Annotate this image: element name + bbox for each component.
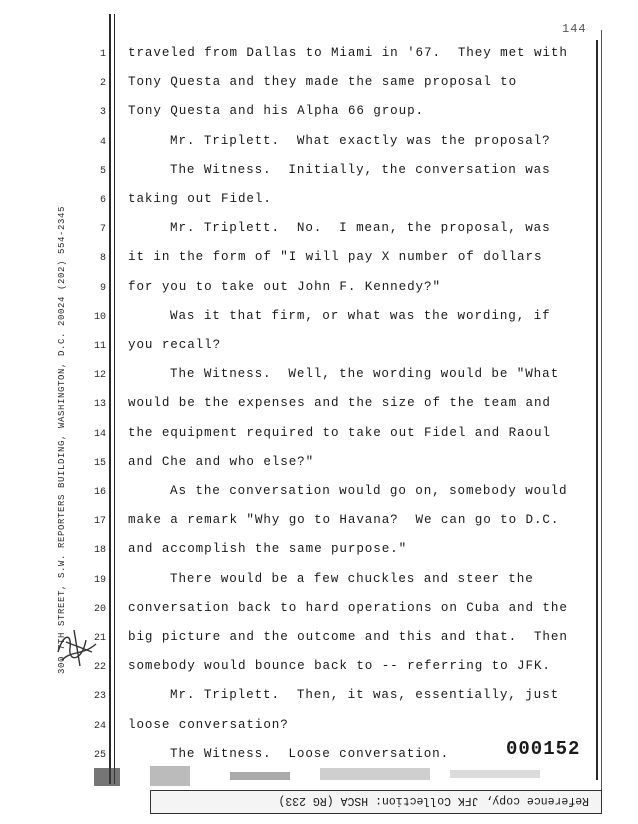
line-text: taking out Fidel. bbox=[128, 192, 272, 206]
line-text: As the conversation would go on, somebody would bbox=[170, 484, 568, 498]
reference-footer bbox=[150, 790, 602, 814]
line-number: 7 bbox=[99, 224, 106, 236]
transcript-line bbox=[84, 338, 584, 358]
line-number: 16 bbox=[93, 487, 106, 498]
transcript-line bbox=[84, 221, 584, 241]
line-text: it in the form of "I will pay X number of dollars bbox=[128, 250, 543, 265]
line-number: 13 bbox=[93, 399, 106, 411]
line-number: 14 bbox=[93, 428, 106, 440]
transcript-line bbox=[84, 104, 584, 124]
line-number: 9 bbox=[99, 282, 106, 294]
line-text: Was it that firm, or what was the wording, if bbox=[170, 308, 551, 323]
line-number: 3 bbox=[99, 107, 106, 119]
transcript-line bbox=[84, 192, 584, 212]
reporter-address-sidebar: 300 7TH STREET, S.W. REPORTERS BUILDING, WASHINGTON, D.C. 20024 (202) 554-2345 bbox=[57, 205, 67, 675]
line-text: the equipment required to take out Fidel and Raoul bbox=[128, 425, 551, 440]
line-number: 19 bbox=[93, 574, 106, 586]
line-text: conversation back to hard operations on Cuba and the bbox=[128, 600, 568, 615]
line-number: 11 bbox=[93, 341, 106, 352]
line-number: 4 bbox=[99, 136, 106, 148]
line-number: 12 bbox=[93, 370, 106, 382]
line-text: and Che and who else?" bbox=[128, 454, 315, 469]
scan-smudge bbox=[90, 764, 590, 788]
right-margin-rule-outer bbox=[601, 30, 602, 790]
transcript-line bbox=[84, 134, 584, 154]
page-number: 144 bbox=[562, 22, 587, 36]
line-text: you recall? bbox=[128, 338, 222, 352]
reference-footer-text: Reference copy, JFK Collection: HSCA (RG 233) bbox=[278, 794, 589, 807]
transcript-line bbox=[84, 484, 584, 504]
line-text: make a remark "Why go to Havana? We can go to D.C. bbox=[128, 513, 560, 528]
line-number: 24 bbox=[93, 720, 106, 732]
line-text: The Witness. Well, the wording would be "What bbox=[170, 367, 560, 382]
line-text: Mr. Triplett. What exactly was the proposal? bbox=[170, 133, 551, 148]
transcript-line bbox=[84, 46, 584, 66]
transcript-line bbox=[84, 455, 584, 475]
transcript-line bbox=[84, 572, 584, 592]
line-text: Tony Questa and they made the same proposal to bbox=[128, 75, 518, 90]
line-number: 18 bbox=[93, 545, 106, 557]
line-number: 5 bbox=[99, 165, 106, 177]
transcript-line bbox=[84, 396, 584, 416]
line-number: 8 bbox=[99, 253, 106, 265]
line-text: Mr. Triplett. No. I mean, the proposal, was bbox=[170, 221, 551, 236]
transcript-line bbox=[84, 75, 584, 95]
transcript-line bbox=[84, 426, 584, 446]
transcript-line bbox=[84, 309, 584, 329]
line-number: 10 bbox=[93, 311, 106, 323]
line-number: 23 bbox=[93, 691, 106, 703]
line-number: 1 bbox=[99, 49, 106, 60]
transcript-line bbox=[84, 659, 584, 679]
line-number: 22 bbox=[93, 662, 106, 674]
line-text: big picture and the outcome and this and that. Then bbox=[128, 630, 568, 644]
line-text: Mr. Triplett. Then, it was, essentially, just bbox=[170, 688, 560, 703]
transcript-line bbox=[84, 280, 584, 300]
line-text: There would be a few chuckles and steer the bbox=[170, 571, 534, 586]
transcript-line bbox=[84, 601, 584, 621]
transcript-line bbox=[84, 718, 584, 738]
document-stamp-number: 000152 bbox=[506, 738, 581, 760]
line-text: would be the expenses and the size of the team and bbox=[128, 396, 551, 411]
line-number: 17 bbox=[93, 516, 106, 528]
transcript-line bbox=[84, 250, 584, 270]
transcript-line bbox=[84, 367, 584, 387]
line-number: 20 bbox=[93, 603, 106, 615]
transcript-line bbox=[84, 542, 584, 562]
transcript-line bbox=[84, 513, 584, 533]
line-text: The Witness. Loose conversation. bbox=[170, 746, 450, 761]
line-text: Tony Questa and his Alpha 66 group. bbox=[128, 104, 425, 119]
line-text: loose conversation? bbox=[128, 717, 289, 732]
right-margin-rule bbox=[596, 40, 598, 780]
line-text: The Witness. Initially, the conversation was bbox=[170, 162, 551, 177]
line-text: for you to take out John F. Kennedy?" bbox=[128, 279, 441, 294]
line-text: and accomplish the same purpose." bbox=[128, 542, 408, 557]
line-number: 25 bbox=[93, 749, 106, 761]
line-number: 21 bbox=[93, 633, 106, 644]
line-text: traveled from Dallas to Miami in '67. They met with bbox=[128, 46, 568, 60]
transcript-line bbox=[84, 630, 584, 650]
transcript-line bbox=[84, 163, 584, 183]
transcript-line bbox=[84, 688, 584, 708]
line-number: 6 bbox=[99, 195, 106, 206]
line-text: somebody would bounce back to -- referring to JFK. bbox=[128, 659, 551, 674]
line-number: 15 bbox=[93, 457, 106, 469]
line-number: 2 bbox=[99, 78, 106, 90]
